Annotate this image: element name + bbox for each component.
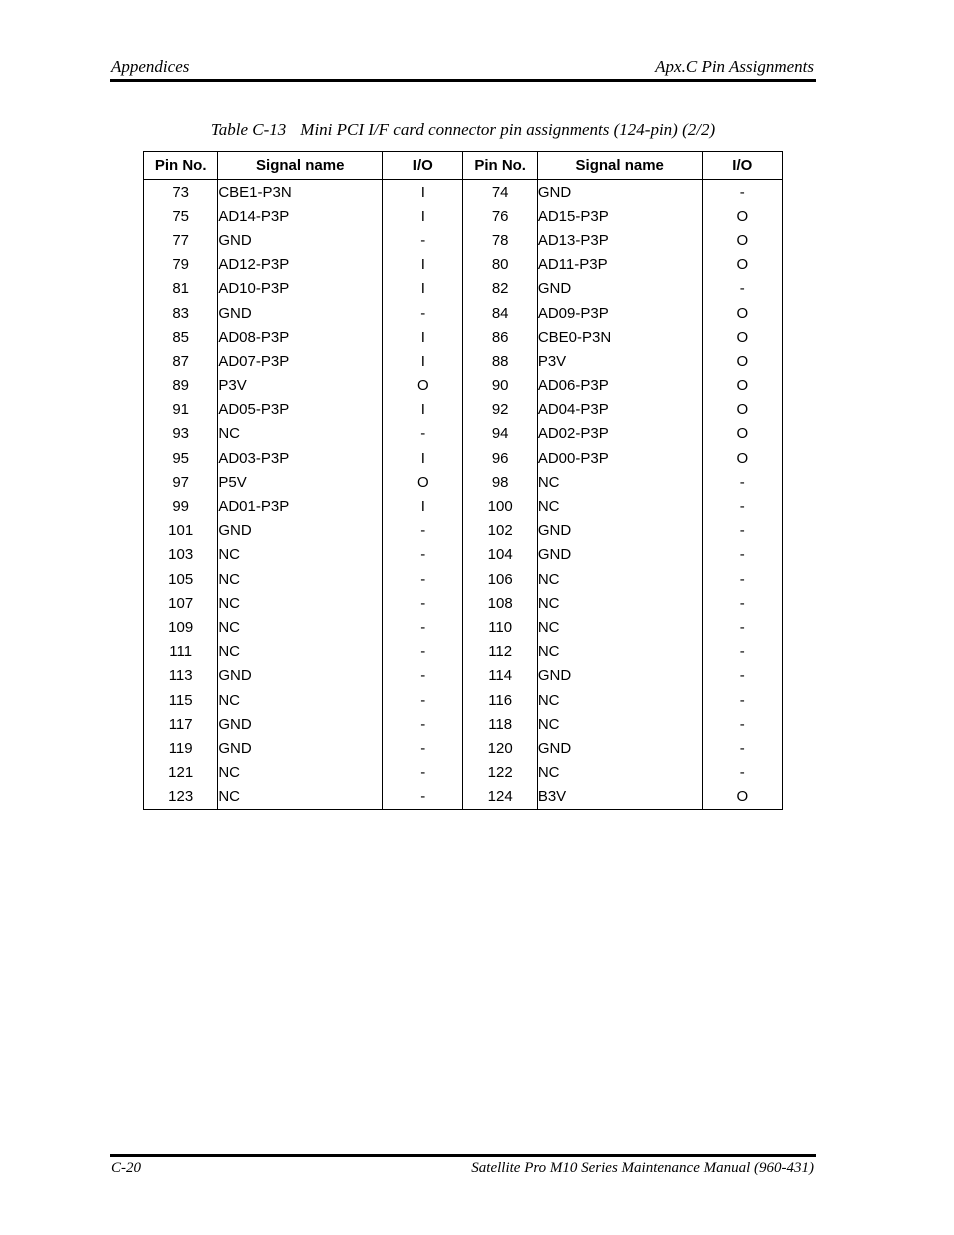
io-cell: - — [383, 736, 463, 760]
io-cell: O — [702, 446, 782, 470]
signal-name-cell: NC — [537, 494, 702, 518]
pin-no-cell: 124 — [463, 785, 537, 810]
signal-name-cell: GND — [218, 519, 383, 543]
table-row — [144, 688, 783, 712]
io-cell: - — [702, 519, 782, 543]
pin-no-cell: 95 — [144, 446, 218, 470]
table-title: Mini PCI I/F card connector pin assignments (124-pin) (2/2) — [300, 120, 716, 139]
pin-no-cell: 91 — [144, 398, 218, 422]
pin-no-cell: 93 — [144, 422, 218, 446]
io-cell: - — [383, 301, 463, 325]
col-header-io-right: I/O — [702, 152, 782, 180]
signal-name-cell: GND — [537, 736, 702, 760]
pin-no-cell: 92 — [463, 398, 537, 422]
table-number: Table C-13 — [210, 120, 287, 139]
io-cell: I — [383, 253, 463, 277]
header-chapter-title: Apx.C Pin Assignments — [655, 57, 814, 76]
io-cell: - — [383, 688, 463, 712]
io-cell: - — [702, 543, 782, 567]
signal-name-cell: NC — [218, 640, 383, 664]
pin-no-cell: 111 — [144, 640, 218, 664]
manual-title: Satellite Pro M10 Series Maintenance Manual (960-431) — [471, 1160, 814, 1176]
table-caption — [0, 120, 926, 140]
pin-no-cell: 86 — [463, 325, 537, 349]
pin-no-cell: 82 — [463, 277, 537, 301]
header-rule — [110, 79, 816, 82]
signal-name-cell: AD09-P3P — [537, 301, 702, 325]
signal-name-cell: GND — [218, 228, 383, 252]
signal-name-cell: AD04-P3P — [537, 398, 702, 422]
io-cell: O — [702, 325, 782, 349]
io-cell: - — [702, 736, 782, 760]
pin-no-cell: 114 — [463, 664, 537, 688]
io-cell: - — [383, 591, 463, 615]
signal-name-cell: NC — [218, 591, 383, 615]
table-row — [144, 398, 783, 422]
pin-no-cell: 101 — [144, 519, 218, 543]
table-body — [144, 180, 783, 810]
pin-assignment-table — [143, 151, 783, 810]
pin-no-cell: 108 — [463, 591, 537, 615]
pin-no-cell: 123 — [144, 785, 218, 810]
io-cell: O — [702, 228, 782, 252]
io-cell: - — [383, 543, 463, 567]
signal-name-cell: NC — [218, 688, 383, 712]
footer-rule — [110, 1154, 816, 1157]
io-cell: - — [383, 228, 463, 252]
io-cell: - — [383, 567, 463, 591]
table-row — [144, 519, 783, 543]
signal-name-cell: GND — [537, 277, 702, 301]
signal-name-cell: P3V — [537, 349, 702, 373]
signal-name-cell: NC — [218, 422, 383, 446]
pin-no-cell: 102 — [463, 519, 537, 543]
io-cell: - — [702, 494, 782, 518]
io-cell: - — [702, 688, 782, 712]
table-row — [144, 664, 783, 688]
col-header-io-left: I/O — [383, 152, 463, 180]
signal-name-cell: AD00-P3P — [537, 446, 702, 470]
signal-name-cell: CBE0-P3N — [537, 325, 702, 349]
table-row — [144, 180, 783, 205]
io-cell: - — [702, 664, 782, 688]
pin-no-cell: 116 — [463, 688, 537, 712]
io-cell: O — [383, 374, 463, 398]
io-cell: - — [702, 591, 782, 615]
signal-name-cell: AD06-P3P — [537, 374, 702, 398]
table-header-row — [144, 152, 783, 180]
signal-name-cell: NC — [218, 615, 383, 639]
io-cell: - — [702, 640, 782, 664]
pin-no-cell: 98 — [463, 470, 537, 494]
pin-no-cell: 106 — [463, 567, 537, 591]
pin-no-cell: 115 — [144, 688, 218, 712]
io-cell: - — [702, 567, 782, 591]
signal-name-cell: AD14-P3P — [218, 204, 383, 228]
io-cell: I — [383, 277, 463, 301]
signal-name-cell: AD02-P3P — [537, 422, 702, 446]
table-row — [144, 567, 783, 591]
pin-no-cell: 105 — [144, 567, 218, 591]
pin-no-cell: 119 — [144, 736, 218, 760]
col-header-signal-name-left: Signal name — [218, 152, 383, 180]
signal-name-cell: GND — [218, 664, 383, 688]
table-row — [144, 494, 783, 518]
signal-name-cell: GND — [537, 519, 702, 543]
signal-name-cell: AD07-P3P — [218, 349, 383, 373]
header-section-title: Appendices — [111, 57, 190, 76]
io-cell: - — [383, 640, 463, 664]
col-header-signal-name-right: Signal name — [537, 152, 702, 180]
pin-no-cell: 120 — [463, 736, 537, 760]
io-cell: O — [702, 374, 782, 398]
io-cell: I — [383, 349, 463, 373]
pin-no-cell: 85 — [144, 325, 218, 349]
signal-name-cell: AD12-P3P — [218, 253, 383, 277]
signal-name-cell: NC — [537, 567, 702, 591]
io-cell: - — [383, 785, 463, 810]
pin-no-cell: 112 — [463, 640, 537, 664]
table-row — [144, 325, 783, 349]
pin-no-cell: 90 — [463, 374, 537, 398]
table-row — [144, 591, 783, 615]
pin-no-cell: 110 — [463, 615, 537, 639]
pin-no-cell: 97 — [144, 470, 218, 494]
io-cell: O — [702, 785, 782, 810]
table-row — [144, 277, 783, 301]
pin-no-cell: 89 — [144, 374, 218, 398]
signal-name-cell: NC — [218, 543, 383, 567]
pin-no-cell: 81 — [144, 277, 218, 301]
io-cell: - — [383, 712, 463, 736]
pin-no-cell: 104 — [463, 543, 537, 567]
col-header-pin-no-right: Pin No. — [463, 152, 537, 180]
io-cell: - — [702, 712, 782, 736]
pin-no-cell: 113 — [144, 664, 218, 688]
signal-name-cell: NC — [218, 785, 383, 810]
signal-name-cell: P5V — [218, 470, 383, 494]
page-number: C-20 — [111, 1160, 141, 1176]
pin-no-cell: 118 — [463, 712, 537, 736]
pin-no-cell: 99 — [144, 494, 218, 518]
io-cell: - — [702, 761, 782, 785]
table-row — [144, 301, 783, 325]
signal-name-cell: B3V — [537, 785, 702, 810]
pin-no-cell: 107 — [144, 591, 218, 615]
table-row — [144, 543, 783, 567]
col-header-pin-no-left: Pin No. — [144, 152, 218, 180]
io-cell: - — [383, 664, 463, 688]
pin-no-cell: 122 — [463, 761, 537, 785]
table-row — [144, 470, 783, 494]
signal-name-cell: CBE1-P3N — [218, 180, 383, 205]
pin-no-cell: 100 — [463, 494, 537, 518]
signal-name-cell: GND — [537, 180, 702, 205]
io-cell: - — [383, 519, 463, 543]
io-cell: - — [383, 422, 463, 446]
io-cell: I — [383, 204, 463, 228]
pin-no-cell: 117 — [144, 712, 218, 736]
pin-no-cell: 73 — [144, 180, 218, 205]
signal-name-cell: AD05-P3P — [218, 398, 383, 422]
table-row — [144, 446, 783, 470]
signal-name-cell: AD01-P3P — [218, 494, 383, 518]
io-cell: - — [702, 277, 782, 301]
table-row — [144, 785, 783, 810]
io-cell: O — [702, 398, 782, 422]
table-row — [144, 712, 783, 736]
pin-no-cell: 84 — [463, 301, 537, 325]
signal-name-cell: NC — [218, 761, 383, 785]
io-cell: - — [702, 470, 782, 494]
io-cell: I — [383, 180, 463, 205]
io-cell: I — [383, 398, 463, 422]
table-row — [144, 615, 783, 639]
io-cell: - — [383, 761, 463, 785]
signal-name-cell: NC — [537, 640, 702, 664]
signal-name-cell: AD03-P3P — [218, 446, 383, 470]
io-cell: O — [702, 301, 782, 325]
pin-no-cell: 121 — [144, 761, 218, 785]
pin-no-cell: 77 — [144, 228, 218, 252]
pin-no-cell: 103 — [144, 543, 218, 567]
pin-no-cell: 87 — [144, 349, 218, 373]
signal-name-cell: AD11-P3P — [537, 253, 702, 277]
io-cell: O — [383, 470, 463, 494]
signal-name-cell: AD10-P3P — [218, 277, 383, 301]
io-cell: - — [383, 615, 463, 639]
io-cell: - — [702, 615, 782, 639]
pin-no-cell: 88 — [463, 349, 537, 373]
table-row — [144, 640, 783, 664]
signal-name-cell: NC — [537, 470, 702, 494]
table-row — [144, 253, 783, 277]
signal-name-cell: NC — [537, 615, 702, 639]
table-row — [144, 422, 783, 446]
signal-name-cell: GND — [218, 712, 383, 736]
signal-name-cell: NC — [537, 712, 702, 736]
io-cell: O — [702, 253, 782, 277]
signal-name-cell: NC — [218, 567, 383, 591]
table-row — [144, 374, 783, 398]
io-cell: I — [383, 494, 463, 518]
signal-name-cell: AD08-P3P — [218, 325, 383, 349]
pin-no-cell: 80 — [463, 253, 537, 277]
table-row — [144, 761, 783, 785]
signal-name-cell: GND — [218, 736, 383, 760]
table-row — [144, 228, 783, 252]
io-cell: - — [702, 180, 782, 205]
pin-no-cell: 76 — [463, 204, 537, 228]
io-cell: I — [383, 446, 463, 470]
pin-no-cell: 94 — [463, 422, 537, 446]
pin-no-cell: 75 — [144, 204, 218, 228]
signal-name-cell: NC — [537, 688, 702, 712]
signal-name-cell: NC — [537, 761, 702, 785]
io-cell: I — [383, 325, 463, 349]
signal-name-cell: GND — [218, 301, 383, 325]
table-row — [144, 736, 783, 760]
signal-name-cell: NC — [537, 591, 702, 615]
pin-no-cell: 96 — [463, 446, 537, 470]
pin-no-cell: 83 — [144, 301, 218, 325]
signal-name-cell: GND — [537, 664, 702, 688]
table-row — [144, 349, 783, 373]
signal-name-cell: P3V — [218, 374, 383, 398]
io-cell: O — [702, 349, 782, 373]
signal-name-cell: AD13-P3P — [537, 228, 702, 252]
pin-no-cell: 74 — [463, 180, 537, 205]
io-cell: O — [702, 204, 782, 228]
signal-name-cell: GND — [537, 543, 702, 567]
io-cell: O — [702, 422, 782, 446]
signal-name-cell: AD15-P3P — [537, 204, 702, 228]
pin-no-cell: 79 — [144, 253, 218, 277]
pin-no-cell: 78 — [463, 228, 537, 252]
pin-no-cell: 109 — [144, 615, 218, 639]
table-row — [144, 204, 783, 228]
